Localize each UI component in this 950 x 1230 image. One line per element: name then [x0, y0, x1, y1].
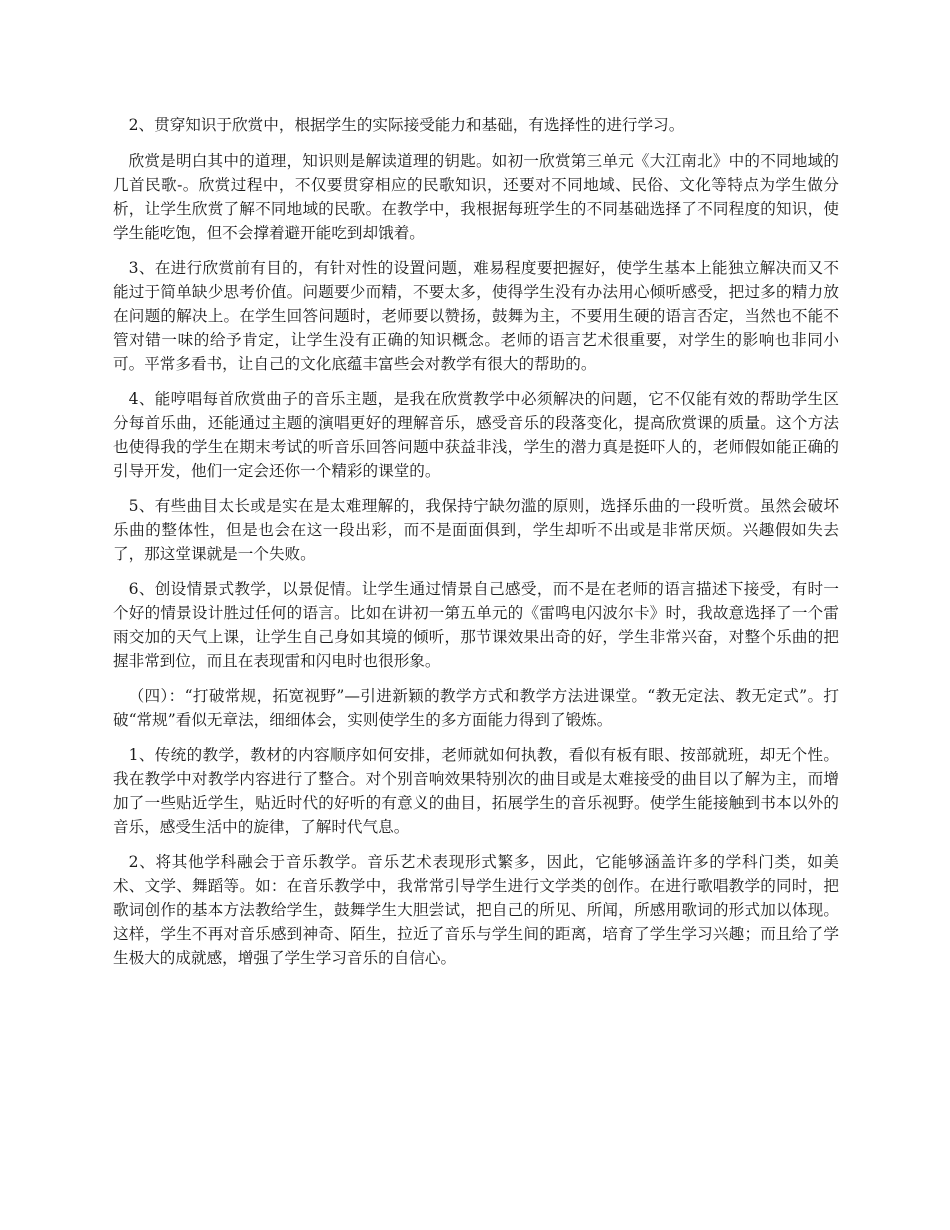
paragraph-point-5-excerpts: 5、有些曲目太长或是实在是太难理解的，我保持宁缺勿滥的原则，选择乐曲的一段听赏。虽然会破坏乐曲的整体性，但是也会在这一段出彩，而不是面面俱到，学生却听不出或是非常厌烦。兴趣假如失去了，那这堂课就是一个失败。: [113, 497, 839, 563]
paragraph-section-4-heading: （四）：“打破常规，拓宽视野”—引进新颖的教学方式和教学方法进课堂。“教无定法、教无定式”。打破“常规”看似无章法，细细体会，实则使学生的多方面能力得到了锻炼。: [113, 687, 839, 729]
paragraph-point-2-interdisciplinary: 2、将其他学科融会于音乐教学。音乐艺术表现形式繁多，因此，它能够涵盖许多的学科门类，如美术、文学、舞蹈等。如：在音乐教学中，我常常引导学生进行文学类的创作。在进行歌唱教学的同时，把歌词创作的基本方法教给学生，鼓舞学生大胆尝试，把自己的所见、所闻，所感用歌词的形式加以体现。这样，学生不再对音乐感到神奇、陌生，拉近了音乐与学生间的距离，培育了学生学习兴趣；而且给了学生极大的成就感，增强了学生学习音乐的自信心。: [113, 853, 839, 967]
paragraph-appreciation-explanation: 欣赏是明白其中的道理，知识则是解读道理的钥匙。如初一欣赏第三单元《大江南北》中的不同地域的几首民歌-。欣赏过程中，不仅要贯穿相应的民歌知识，还要对不同地域、民俗、文化等特点为学生做分析，让学生欣赏了解不同地域的民歌。在教学中，我根据每班学生的不同基础选择了不同程度的知识，使学生能吃饱，但不会撑着避开能吃到却饿着。: [113, 152, 839, 242]
document-page: [113, 113, 839, 981]
paragraph-point-6-scenario: 6、创设情景式教学，以景促情。让学生通过情景自己感受，而不是在老师的语言描述下接受，有时一个好的情景设计胜过任何的语言。比如在讲初一第五单元的《雷鸣电闪波尔卡》时，我故意选择了一个雷雨交加的天气上课，让学生自己身如其境的倾听，那节课效果出奇的好，学生非常兴奋，对整个乐曲的把握非常到位，而且在表现雷和闪电时也很形象。: [113, 580, 839, 670]
paragraph-point-1-traditional: 1、传统的教学，教材的内容顺序如何安排，老师就如何执教，看似有板有眼、按部就班，却无个性。我在教学中对教学内容进行了整合。对个别音响效果特别次的曲目或是太难接受的曲目以了解为主，而增加了一些贴近学生，贴近时代的好听的有意义的曲目，拓展学生的音乐视野。使学生能接触到书本以外的音乐，感受生活中的旋律，了解时代气息。: [113, 746, 839, 836]
paragraph-point-4-humming: 4、能哼唱每首欣赏曲子的音乐主题，是我在欣赏教学中必须解决的问题，它不仅能有效的帮助学生区分每首乐曲，还能通过主题的演唱更好的理解音乐，感受音乐的段落变化，提高欣赏课的质量。这个方法也使得我的学生在期末考试的听音乐回答问题中获益非浅，学生的潜力真是挺吓人的，老师假如能正确的引导开发，他们一定会还你一个精彩的课堂的。: [113, 390, 839, 480]
paragraph-point-3-questions: 3、在进行欣赏前有目的，有针对性的设置问题，难易程度要把握好，使学生基本上能独立解决而又不能过于简单缺少思考价值。问题要少而精，不要太多，使得学生没有办法用心倾听感受，把过多的精力放在问题的解决上。在学生回答问题时，老师要以赞扬，鼓舞为主，不要用生硬的语言否定，当然也不能不管对错一味的给予肯定，让学生没有正确的知识概念。老师的语言艺术很重要，对学生的影响也非同小可。平常多看书，让自己的文化底蕴丰富些会对教学有很大的帮助的。: [113, 259, 839, 373]
paragraph-point-2-knowledge: 2、贯穿知识于欣赏中，根据学生的实际接受能力和基础，有选择性的进行学习。: [128, 116, 685, 134]
